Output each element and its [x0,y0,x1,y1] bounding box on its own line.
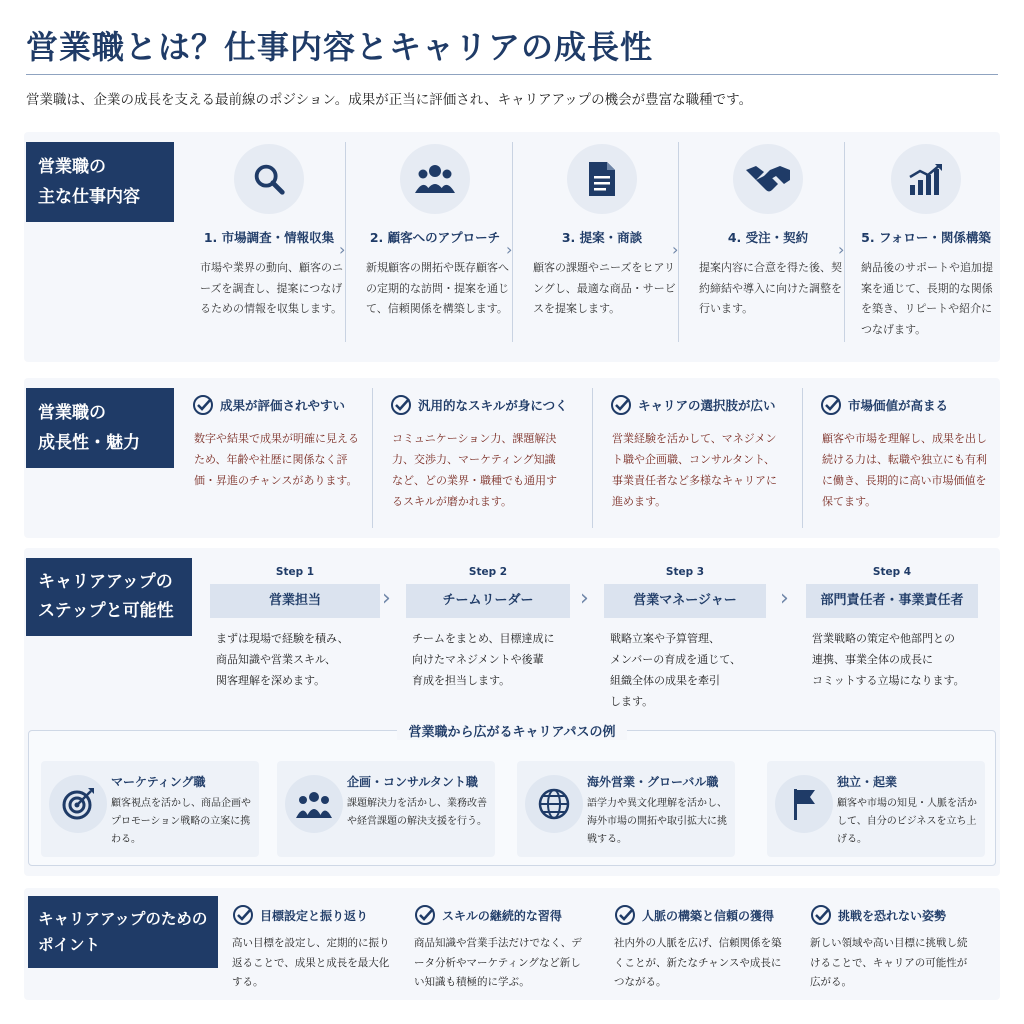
work-item-research: 1. 市場調査・情報収集 市場や業界の動向、顧客のニーズを調査し、提案につなげるための情報を収集します。 [186,140,352,345]
career-path-marketing: マーケティング職 顧客視点を活かし、商品企画やプロモーション戦略の立案に携わる。 [41,761,259,857]
chevron-right-icon: › [339,240,346,259]
check-circle-icon [414,904,436,926]
career-path-consulting: 企画・コンサルタント職 課題解決力を活かし、業務改善や経営課題の解決支援を行う。 [277,761,495,857]
step-role: 営業担当 [210,584,380,618]
target-icon [49,775,107,833]
chevron-right-icon: › [506,240,513,259]
step-role: 営業マネージャー [604,584,766,618]
handshake-icon [733,144,803,214]
career-step-3: Step 3 営業マネージャー 戦略立案や予算管理、 メンバーの育成を通じて、 組織全体の成果を牽引 します。 [604,566,766,712]
people-icon [400,144,470,214]
step-role: チームリーダー [406,584,570,618]
flag-icon [775,775,833,833]
career-path-startup: 独立・起業 顧客や市場の知見・人脈を活かして、自分のビジネスを立ち上げる。 [767,761,985,857]
chevron-right-icon: › [382,586,391,611]
career-step-2: Step 2 チームリーダー チームをまとめ、目標達成に 向けたマネジメントや後輩 育成を担当します。 [406,566,570,691]
chevron-right-icon: › [780,586,789,611]
career-step-1: Step 1 営業担当 まずは現場で経験を積み、 商品知識や営業スキル、 関客理解を深めます。 [210,566,380,691]
check-circle-icon [820,394,842,416]
divider [372,388,373,528]
appeal-section [24,378,1000,538]
points-section [24,888,1000,1000]
team-icon [285,775,343,833]
check-circle-icon [614,904,636,926]
appeal-item: 汎用的なスキルが身につく コミュニケーション力、課題解決力、交渉力、マーケティング知識など、どの業界・職種でも通用するスキルが磨かれます。 [390,394,590,534]
chevron-right-icon: › [580,586,589,611]
step-role: 部門責任者・事業責任者 [806,584,978,618]
work-item-proposal: 3. 提案・商談 顧客の課題やニーズをヒアリングし、最適な商品・サービスを提案します。 [519,140,685,345]
point-item: 人脈の構築と信頼の獲得 社内外の人脈を広げ、信頼関係を築くことが、新たなチャンスや成長につながる。 [614,904,810,993]
title-divider [26,74,998,75]
career-section [24,548,1000,876]
check-circle-icon [232,904,254,926]
career-step-4: Step 4 部門責任者・事業責任者 営業戦略の策定や他部門との 連携、事業全体の成長に コミットする立場になります。 [806,566,978,691]
page-title: 営業職とは？仕事内容とキャリアの成長性 [26,28,654,66]
divider [592,388,593,528]
divider [802,388,803,528]
work-item-follow: 5. フォロー・関係構築 納品後のサポートや追加提案を通じて、長期的な関係を築き、リピートや紹介につなげます。 [851,140,1001,345]
point-item: 挑戦を恐れない姿勢 新しい領域や高い目標に挑戦し続けることで、キャリアの可能性が広がる。 [810,904,990,993]
check-circle-icon [610,394,632,416]
check-circle-icon [810,904,832,926]
chevron-right-icon: › [672,240,679,259]
page-subtitle: 営業職は、企業の成長を支える最前線のポジション。成果が正当に評価され、キャリアアップの機会が豊富な職種です。 [26,92,753,108]
points-section-label: キャリアアップのための ポイント [28,896,218,968]
check-circle-icon [192,394,214,416]
check-circle-icon [390,394,412,416]
appeal-section-label: 営業職の 成長性・魅力 [26,388,174,468]
career-paths-panel [28,725,996,866]
growth-chart-icon [891,144,961,214]
search-icon [234,144,304,214]
work-item-contract: 4. 受注・契約 提案内容に合意を得た後、契約締結や導入に向けた調整を行います。 [685,140,851,345]
appeal-item: 成果が評価されやすい 数字や結果で成果が明確に見えるため、年齢や社歴に関係なく評価・昇進のチャンスがあります。 [192,394,392,534]
work-item-approach: 2. 顧客へのアプローチ 新規顧客の開拓や既存顧客への定期的な訪問・提案を通じて、信頼関係を構築します。 [352,140,518,345]
career-section-label: キャリアアップの ステップと可能性 [26,558,192,636]
point-item: スキルの継続的な習得 商品知識や営業手法だけでなく、データ分析やマーケティングなど新しい知識も積極的に学ぶ。 [414,904,610,993]
work-section-label: 営業職の 主な仕事内容 [26,142,174,222]
work-section [24,132,1000,362]
career-path-global: 海外営業・グローバル職 語学力や異文化理解を活かし、海外市場の開拓や取引拡大に挑戦する。 [517,761,735,857]
chevron-right-icon: › [838,240,845,259]
appeal-item: キャリアの選択肢が広い 営業経験を活かして、マネジメント職や企画職、コンサルタント、事業責任者など多様なキャリアに進めます。 [610,394,810,534]
career-paths-title: 営業職から広がるキャリアパスの例 [397,725,628,740]
appeal-item: 市場価値が高まる 顧客や市場を理解し、成果を出し続ける力は、転職や独立にも有利に働き、長期的に高い市場価値を保てます。 [820,394,996,534]
point-item: 目標設定と振り返り 高い目標を設定し、定期的に振り返ることで、成果と成長を最大化する。 [232,904,428,993]
globe-icon [525,775,583,833]
document-icon [567,144,637,214]
